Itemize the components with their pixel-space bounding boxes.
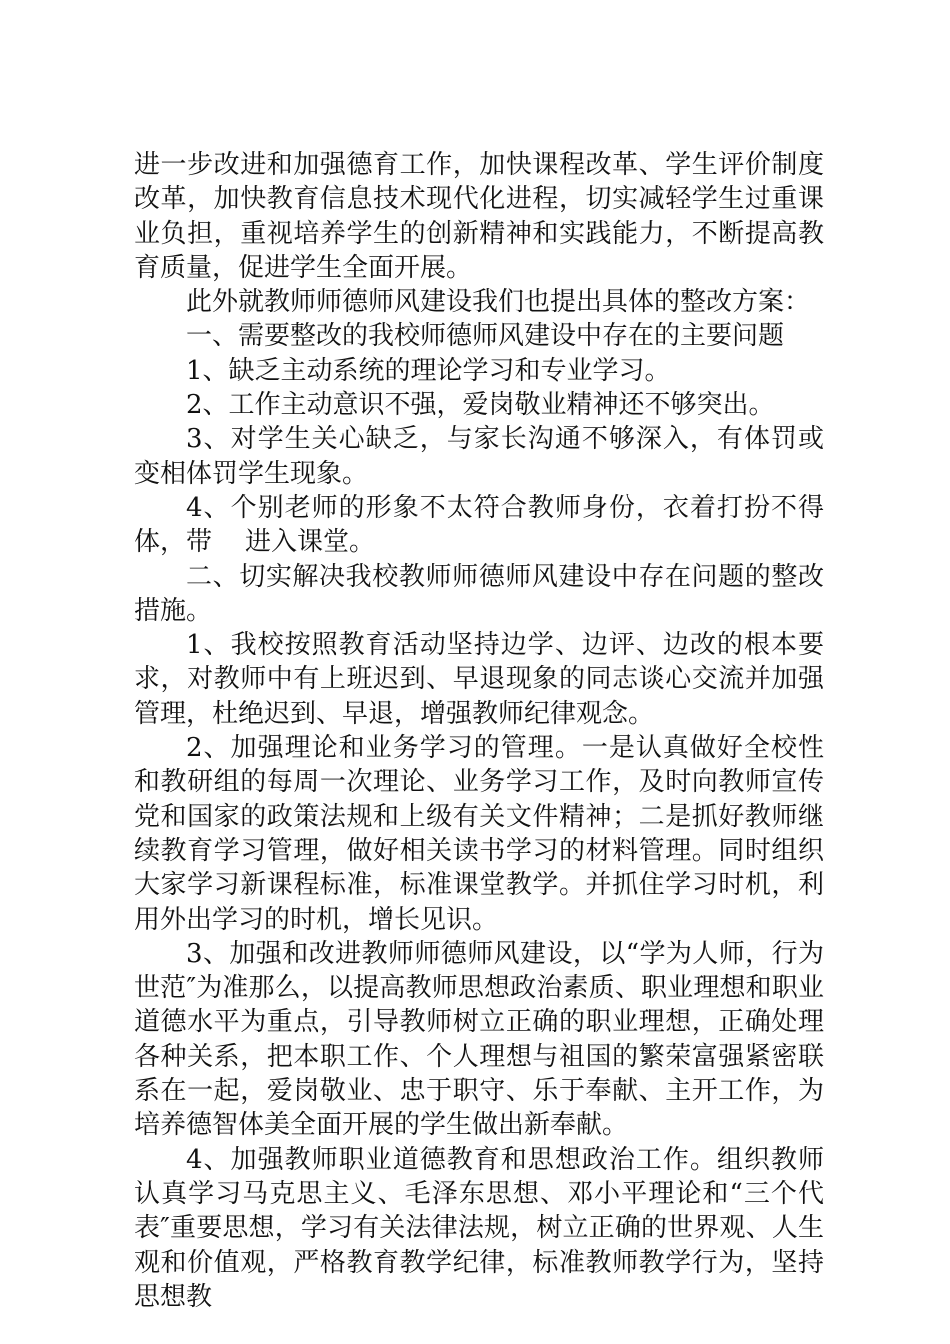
problem-item-1: 1、缺乏主动系统的理论学习和专业学习。	[186, 355, 671, 386]
problem-item-4: 4、个别老师的形象不太符合教师身份，衣着打扮不得体，带 进入课堂。	[134, 492, 824, 558]
paragraph-education-reform: 进一步改进和加强德育工作，加快课程改革、学生评价制度改革，加快教育信息技术现代化进程，切实减轻学生过重课业负担，重视培养学生的创新精神和实践能力，不断提高教育质量，促进学生全面开展。	[134, 150, 824, 283]
paragraph-rectification-intro: 此外就教师师德师风建设我们也提出具体的整改方案：	[186, 287, 811, 318]
heading-measures: 二、切实解决我校教师师德师风建设中存在问题的整改措施。	[134, 561, 824, 626]
problem-item-2: 2、工作主动意识不强，爱岗敬业精神还不够突出。	[186, 390, 775, 421]
measure-item-4: 4、加强教师职业道德教育和思想政治工作。组织教师认真学习马克思主义、毛泽东思想、邓小平理论和“三个代表″重要思想，学习有关法律法规，树立正确的世界观、人生观和价值观，严格教育教学纪律，标准教师教学行为，坚持思想教	[134, 1144, 824, 1312]
problem-item-3: 3、对学生关心缺乏，与家长沟通不够深入，有体罚或变相体罚学生现象。	[134, 424, 824, 489]
measure-item-3: 3、加强和改进教师师德师风建设，以“学为人师，行为世范″为准那么，以提高教师思想政治素质、职业理想和职业道德水平为重点，引导教师树立正确的职业理想，正确处理各种关系，把本职工作、个人理想与祖国的繁荣富强紧密联系在一起，爱岗敬业、忠于职守、乐于奉献、主开工作，为培养德智体美全面开展的学生做出新奉献。	[134, 938, 824, 1141]
measure-item-2: 2、加强理论和业务学习的管理。一是认真做好全校性和教研组的每周一次理论、业务学习工作，及时向教师宣传党和国家的政策法规和上级有关文件精神；二是抓好教师继续教育学习管理，做好相关读书学习的材料管理。同时组织大家学习新课程标准，标准课堂教学。并抓住学习时机，利用外出学习的时机，增长见识。	[134, 733, 824, 935]
heading-main-problems: 一、需要整改的我校师德师风建设中存在的主要问题	[186, 321, 785, 352]
document-body	[134, 148, 824, 1314]
measure-item-1: 1、我校按照教育活动坚持边学、边评、边改的根本要求，对教师中有上班迟到、早退现象的同志谈心交流并加强管理，杜绝迟到、早退，增强教师纪律观念。	[134, 630, 824, 729]
